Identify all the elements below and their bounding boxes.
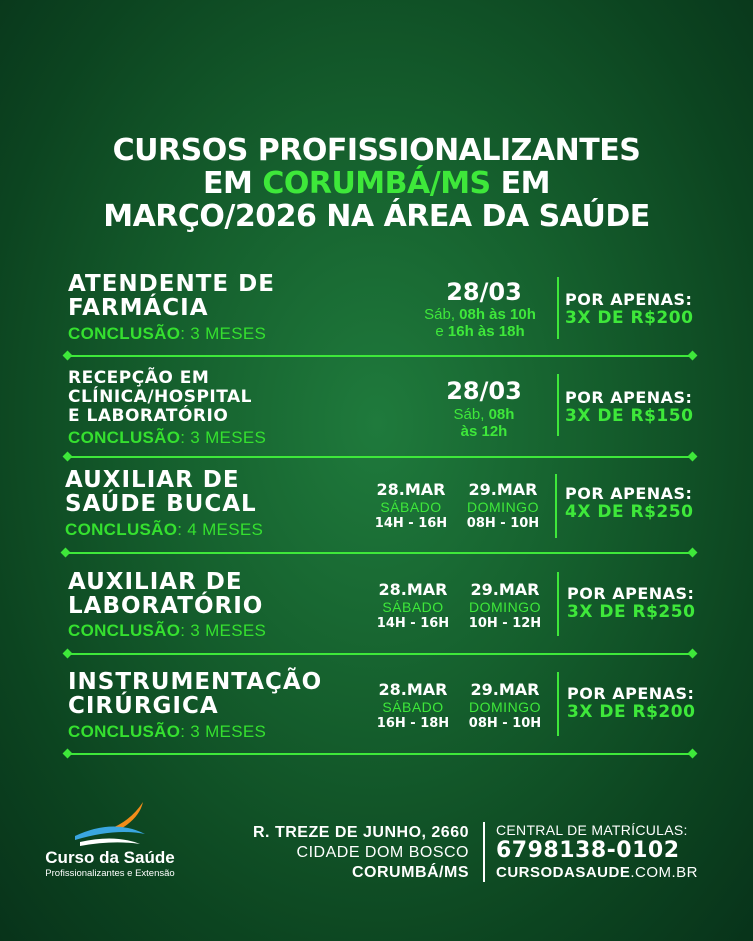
vertical-separator (557, 572, 559, 636)
course-price: POR APENAS: 4X DE R$250 (565, 484, 694, 522)
course-price: POR APENAS: 3X DE R$200 (567, 684, 696, 722)
address: R. TREZE DE JUNHO, 2660 CIDADE DOM BOSCO CORUMBÁ/MS (253, 824, 469, 881)
course-date: 28/03 (446, 278, 522, 306)
schedule-day-1: 28.MAR SÁBADO 16H - 18H (376, 680, 450, 731)
schedule-day-1: 28.MAR SÁBADO 14H - 16H (374, 480, 448, 531)
vertical-separator (557, 672, 559, 736)
course-conclusion: CONCLUSÃO: 3 MESES (68, 428, 267, 447)
course-name: ATENDENTE DE FARMÁCIA (68, 271, 275, 321)
course-conclusion: CONCLUSÃO: 3 MESES (68, 324, 267, 343)
course-price: POR APENAS: 3X DE R$150 (565, 388, 694, 426)
schedule-day-2: 29.MAR DOMINGO 08H - 10H (466, 480, 540, 531)
course-name: AUXILIAR DE LABORATÓRIO (68, 569, 264, 619)
course-name: AUXILIAR DE SAÚDE BUCAL (65, 467, 257, 517)
phone-number[interactable]: 6798138-0102 (496, 838, 680, 863)
schedule-day-2: 29.MAR DOMINGO 10H - 12H (468, 580, 542, 631)
course-name: INSTRUMENTAÇÃO CIRÚRGICA (68, 669, 323, 719)
section-divider (67, 653, 693, 655)
vertical-separator (555, 474, 557, 538)
section-divider (67, 355, 693, 357)
schedule-day-2: 29.MAR DOMINGO 08H - 10H (468, 680, 542, 731)
logo-name: Curso da Saúde (45, 848, 175, 867)
section-divider (67, 753, 693, 755)
page-title: CURSOS PROFISSIONALIZANTES EM CORUMBÁ/MS EM MARÇO/2026 NA ÁREA DA SAÚDE (103, 133, 650, 234)
footer-separator (483, 822, 485, 882)
enrollment-label: CENTRAL DE MATRÍCULAS: (496, 822, 688, 838)
schedule-day-1: 28.MAR SÁBADO 14H - 16H (376, 580, 450, 631)
section-divider (67, 456, 693, 458)
course-conclusion: CONCLUSÃO: 3 MESES (68, 722, 267, 741)
course-schedule: Sáb, 08h às 10h e 16h às 18h (424, 306, 536, 340)
website-link[interactable]: CURSODASAUDE.COM.BR (496, 864, 699, 881)
vertical-separator (557, 374, 559, 436)
course-conclusion: CONCLUSÃO: 3 MESES (68, 621, 267, 640)
course-conclusion: CONCLUSÃO: 4 MESES (65, 520, 264, 539)
city-highlight: CORUMBÁ/MS (262, 166, 491, 201)
vertical-separator (557, 277, 559, 339)
course-price: POR APENAS: 3X DE R$200 (565, 290, 694, 328)
course-name: RECEPÇÃO EM CLÍNICA/HOSPITAL E LABORATÓRIO (68, 368, 253, 426)
course-schedule: Sáb, 08h às 12h (453, 406, 515, 440)
logo-subtitle: Profissionalizantes e Extensão (45, 868, 175, 879)
course-date: 28/03 (446, 377, 522, 405)
course-price: POR APENAS: 3X DE R$250 (567, 584, 696, 622)
section-divider (65, 552, 693, 554)
